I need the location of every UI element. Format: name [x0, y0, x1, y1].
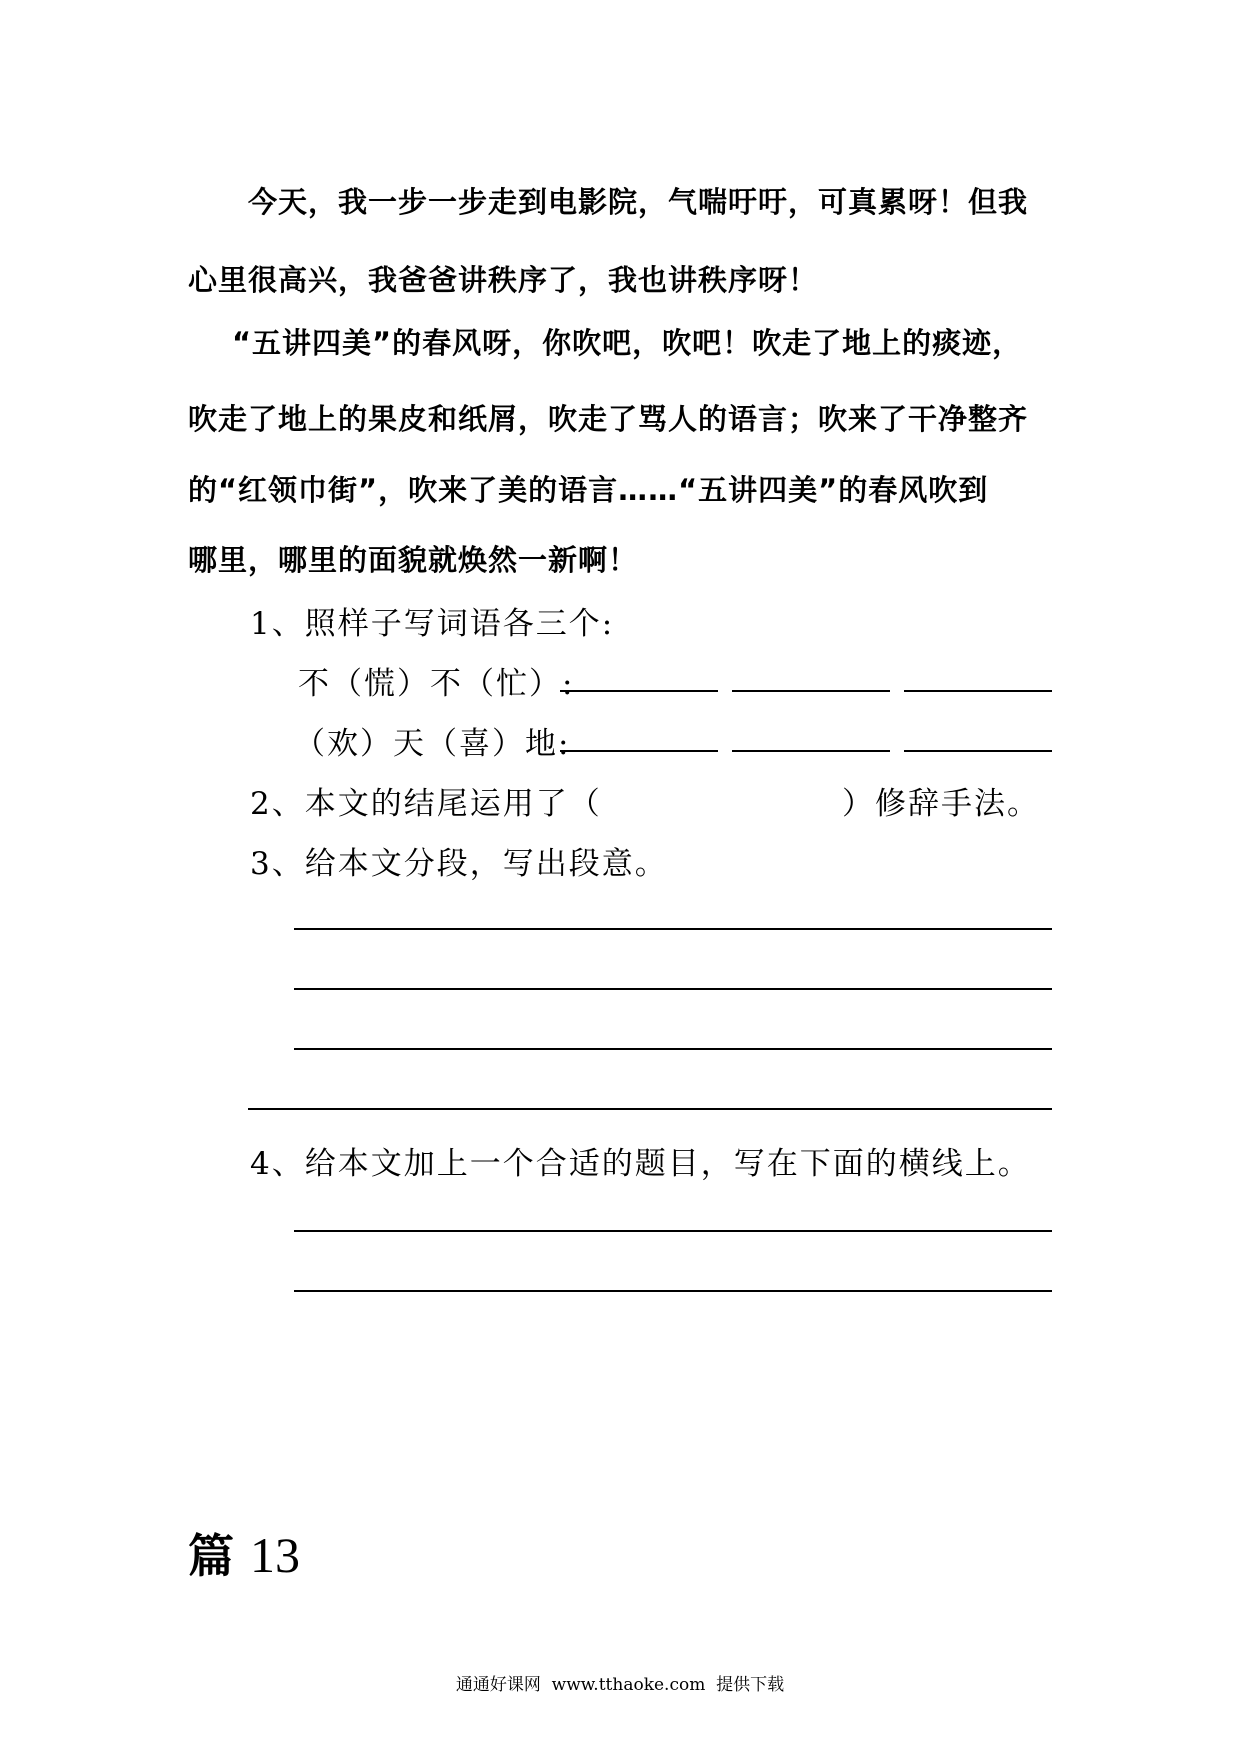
answer-blank[interactable]	[732, 690, 890, 692]
answer-line[interactable]	[248, 1108, 1052, 1110]
section-heading	[188, 1520, 300, 1586]
question-prompt: 3、给本文分段，写出段意。	[250, 846, 668, 882]
question-prompt: 4、给本文加上一个合适的题目，写在下面的横线上。	[250, 1146, 1031, 1182]
section-heading-word: 篇	[188, 1529, 234, 1583]
answer-blank[interactable]	[904, 690, 1052, 692]
word-pattern-label: （欢）天（喜）地:	[294, 726, 571, 762]
answer-line[interactable]	[294, 988, 1052, 990]
answer-blank[interactable]	[904, 750, 1052, 752]
passage-line: 的“红领巾街”，吹来了美的语言……“五讲四美”的春风吹到	[188, 473, 989, 507]
answer-line[interactable]	[294, 1230, 1052, 1232]
passage-line: 哪里，哪里的面貌就焕然一新啊！	[188, 543, 639, 577]
answer-line[interactable]	[294, 928, 1052, 930]
question-prompt-start: 2、本文的结尾运用了（	[250, 786, 602, 822]
answer-blank[interactable]	[560, 750, 718, 752]
answer-blank[interactable]	[560, 690, 718, 692]
footer-text: 通通好课网 www.tthaoke.com 提供下载	[455, 1675, 785, 1695]
word-pattern-label: 不（慌）不（忙）:	[298, 666, 575, 702]
passage-line: 今天，我一步一步走到电影院，气喘吁吁，可真累呀！但我	[248, 185, 1029, 219]
section-heading-number: 13	[250, 1527, 301, 1583]
answer-line[interactable]	[294, 1048, 1052, 1050]
passage-line: 吹走了地上的果皮和纸屑，吹走了骂人的语言；吹来了干净整齐	[188, 402, 1029, 436]
passage-line: “五讲四美”的春风呀，你吹吧，吹吧！吹走了地上的痰迹，	[232, 326, 1023, 360]
answer-blank[interactable]	[584, 780, 834, 816]
passage-line: 心里很高兴，我爸爸讲秩序了，我也讲秩序呀！	[188, 263, 819, 297]
question-prompt-end: ）修辞手法。	[842, 786, 1040, 822]
answer-line[interactable]	[294, 1290, 1052, 1292]
question-prompt: 1、照样子写词语各三个:	[250, 606, 615, 642]
answer-blank[interactable]	[732, 750, 890, 752]
